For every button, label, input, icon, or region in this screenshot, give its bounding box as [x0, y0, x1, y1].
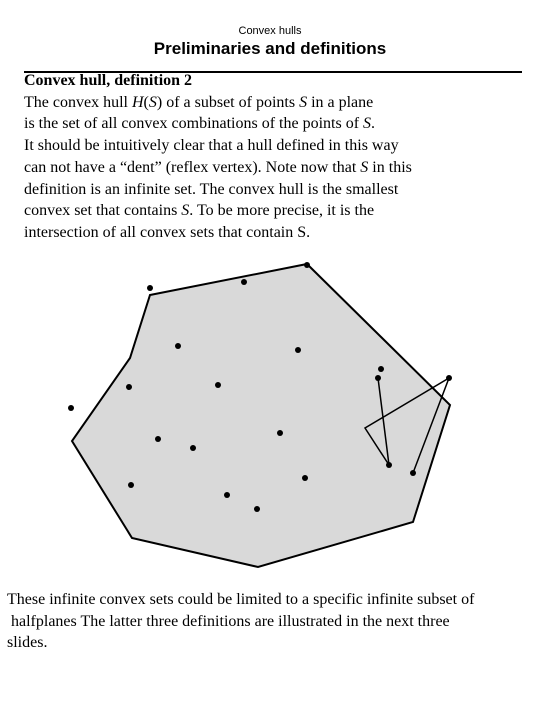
closing-line-2: halfplanes The latter three definitions are illustrated in the next three — [7, 612, 450, 630]
text-fragment: is the set of all convex combinations of the points of — [24, 115, 364, 133]
definition-line-7: intersection of all convex sets that contain S. — [24, 223, 311, 241]
point — [375, 375, 381, 381]
point — [175, 343, 181, 349]
closing-line-3: slides. — [7, 634, 48, 651]
point — [386, 462, 392, 468]
point — [277, 430, 283, 436]
math-h: H — [131, 93, 144, 111]
text-fragment: . — [371, 115, 376, 133]
definition-heading: Convex hull, definition 2 — [24, 72, 193, 89]
definition-line-5: definition is an infinite set. The convex hull is the smallest — [24, 180, 399, 198]
text-fragment: can not have a “dent” (reflex vertex). Note now that — [24, 158, 361, 176]
math-s: S — [363, 115, 372, 133]
point — [254, 506, 260, 512]
point — [302, 475, 308, 481]
math-s: S — [148, 93, 157, 111]
point — [68, 405, 74, 411]
math-s: S — [299, 93, 308, 111]
text-fragment: convex set that contains — [24, 202, 182, 220]
point — [215, 382, 221, 388]
point — [147, 285, 153, 291]
point — [190, 445, 196, 451]
text-fragment: The convex hull — [24, 93, 132, 111]
definition-line-3: It should be intuitively clear that a hull defined in this way — [24, 137, 399, 155]
point — [446, 375, 452, 381]
closing-paragraph — [7, 589, 539, 654]
point — [128, 482, 134, 488]
text-fragment: ) of a subset of points — [156, 93, 300, 111]
slide-title: Preliminaries and definitions — [153, 39, 387, 58]
point — [378, 366, 384, 372]
point — [410, 470, 416, 476]
math-s: S — [181, 202, 190, 220]
point — [126, 384, 132, 390]
text-fragment: . To be more precise, it is the — [189, 202, 375, 220]
convex-hull-polygon — [72, 264, 450, 567]
text-fragment: ( — [143, 93, 149, 111]
slide-supertitle: Convex hulls — [238, 25, 302, 37]
text-fragment: in a plane — [307, 93, 374, 111]
point — [304, 262, 310, 268]
point — [295, 347, 301, 353]
math-s: S — [360, 158, 369, 176]
point — [224, 492, 230, 498]
point — [155, 436, 161, 442]
point — [241, 279, 247, 285]
text-fragment: in this — [368, 158, 412, 176]
closing-line-1: These infinite convex sets could be limited to a specific infinite subset of — [7, 591, 475, 608]
